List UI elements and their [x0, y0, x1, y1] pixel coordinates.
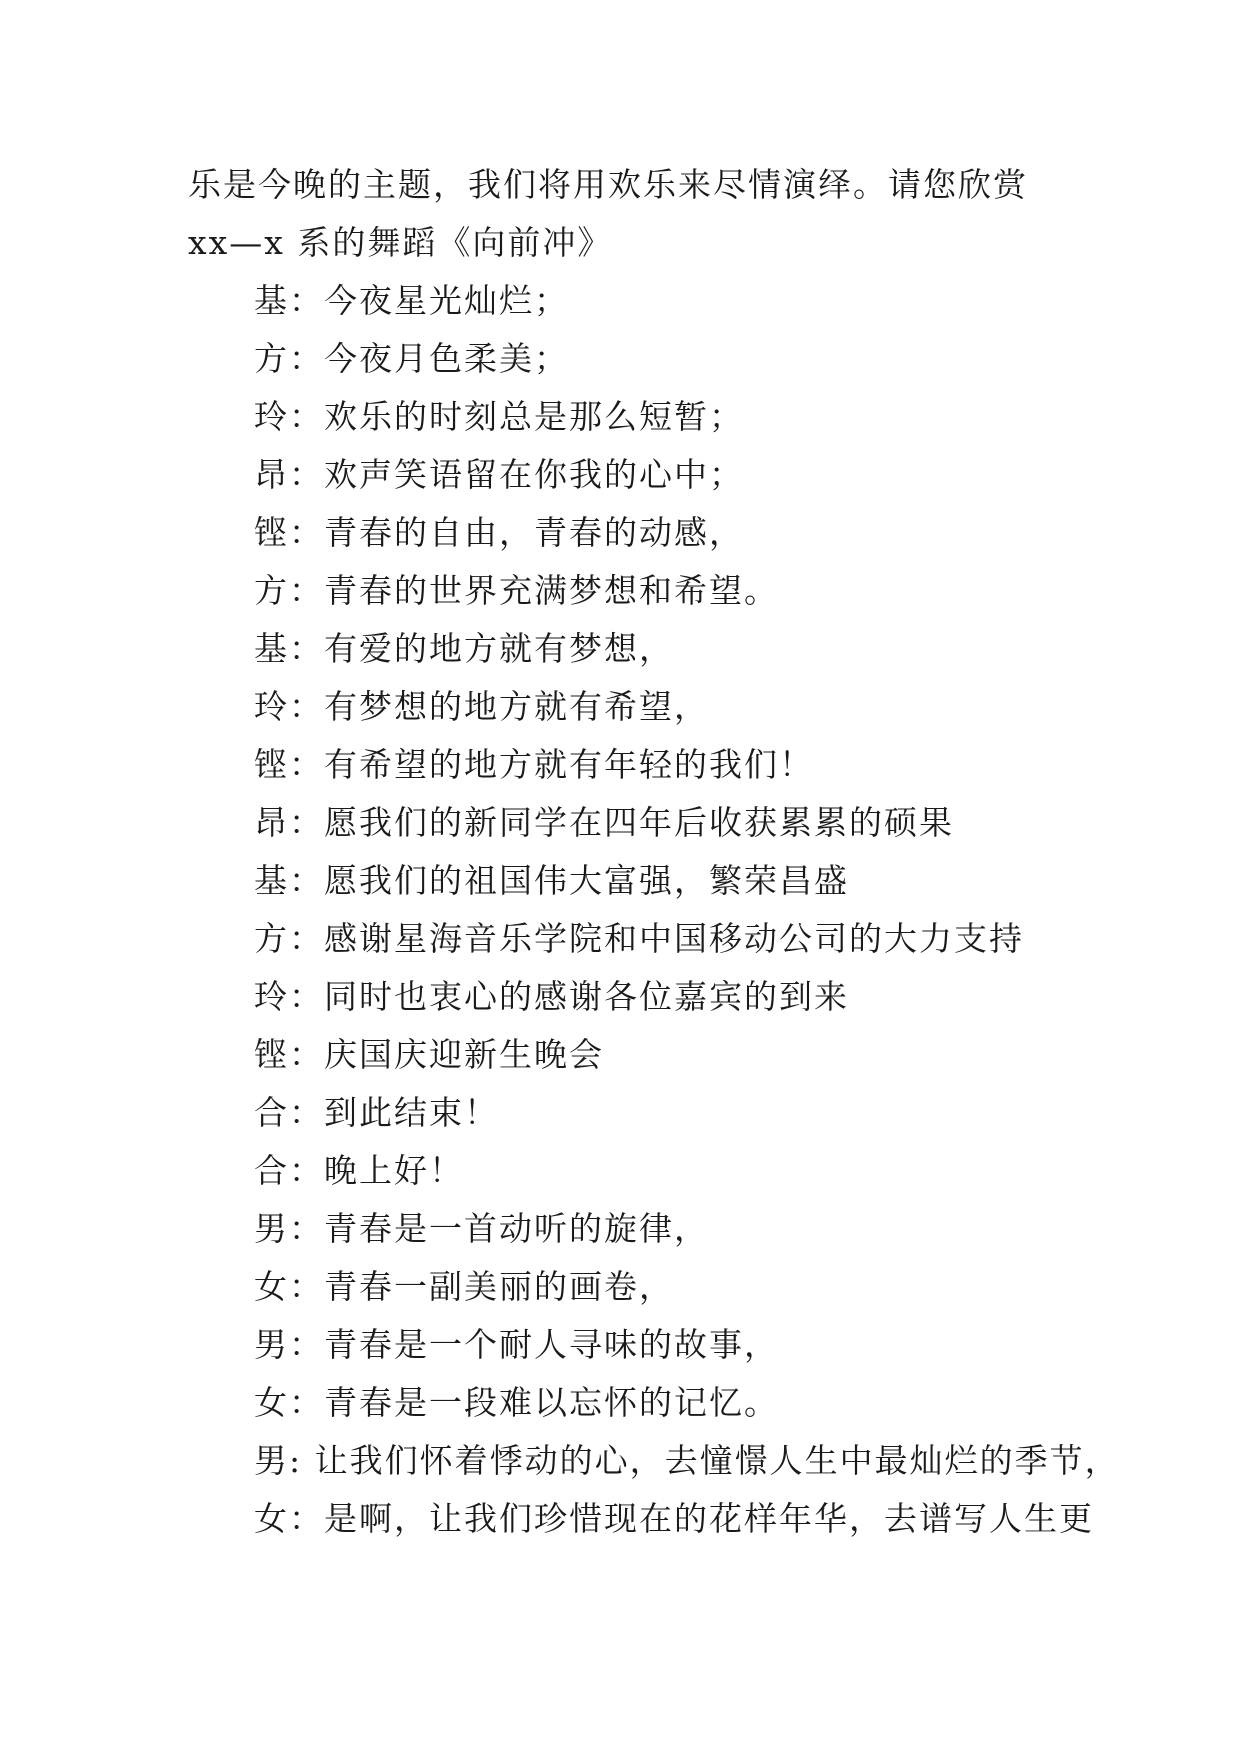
dialogue-line: 男：青春是一首动听的旋律，: [254, 1209, 709, 1248]
dialogue-line: 合：到此结束！: [254, 1093, 499, 1132]
dialogue-line: 方：感谢星海音乐学院和中国移动公司的大力支持: [254, 919, 1024, 958]
dialogue-line: 昂：愿我们的新同学在四年后收获累累的硕果: [254, 803, 954, 842]
dialogue-line: 男：青春是一个耐人寻味的故事，: [254, 1325, 779, 1364]
dialogue-line: 男: 让我们怀着悸动的心，去憧憬人生中最灿烂的季节，: [254, 1441, 1120, 1480]
dialogue-line: 玲：欢乐的时刻总是那么短暂；: [254, 397, 744, 436]
dialogue-line: 基：今夜星光灿烂；: [254, 281, 569, 320]
dialogue-line: 铿：有希望的地方就有年轻的我们！: [254, 745, 814, 784]
dialogue-line: 基：有爱的地方就有梦想，: [254, 629, 674, 668]
dialogue-line: 女：是啊，让我们珍惜现在的花样年华，去谱写人生更: [254, 1499, 1094, 1538]
dialogue-line: 昂：欢声笑语留在你我的心中；: [254, 455, 744, 494]
dialogue-line: 基：愿我们的祖国伟大富强，繁荣昌盛: [254, 861, 849, 900]
dialogue-line: 铿：庆国庆迎新生晚会: [254, 1035, 604, 1074]
dialogue-line: 方：今夜月色柔美；: [254, 339, 569, 378]
text-line: 乐是今晚的主题，我们将用欢乐来尽情演绎。请您欣赏: [188, 165, 1028, 204]
dialogue-line: 女：青春一副美丽的画卷，: [254, 1267, 674, 1306]
dialogue-line: 女：青春是一段难以忘怀的记忆。: [254, 1383, 779, 1422]
dialogue-line: 玲：同时也衷心的感谢各位嘉宾的到来: [254, 977, 849, 1016]
dialogue-line: 合：晚上好！: [254, 1151, 464, 1190]
dialogue-line: 玲：有梦想的地方就有希望，: [254, 687, 709, 726]
text-line: xx—x 系的舞蹈《向前冲》: [188, 223, 613, 262]
dialogue-line: 铿：青春的自由，青春的动感，: [254, 513, 744, 552]
script-text: [188, 156, 1120, 1548]
dialogue-line: 方：青春的世界充满梦想和希望。: [254, 571, 779, 610]
